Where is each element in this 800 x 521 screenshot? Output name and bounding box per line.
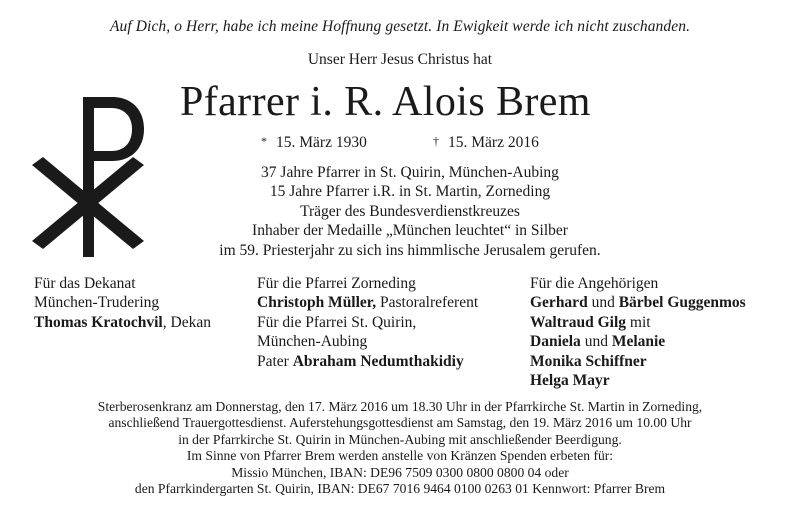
mourner-name: Abraham Nedumthakidiy	[292, 352, 464, 370]
mourners-pfarreien	[257, 274, 478, 371]
bio-line: im 59. Priesterjahr zu sich ins himmlische Jerusalem gerufen.	[219, 241, 601, 259]
mourner-name: Helga Mayr	[530, 372, 610, 390]
mourner-name: Daniela	[530, 333, 581, 351]
bio-line: 37 Jahre Pfarrer in St. Quirin, München-Aubing	[261, 164, 559, 181]
mourner-name: Thomas Kratochvil	[34, 313, 163, 331]
mourner-name: Christoph Müller,	[257, 294, 377, 312]
mourner-name: Gerhard	[530, 294, 588, 312]
dagger-icon: †	[433, 134, 439, 148]
intro-line: Unser Herr Jesus Christus hat	[307, 51, 493, 68]
mourner-name: Bärbel Guggenmos	[618, 294, 746, 312]
bio-line: 15 Jahre Pfarrer i.R. in St. Martin, Zorneding	[269, 183, 551, 201]
conjunction: und	[587, 294, 619, 312]
conjunction: mit	[626, 313, 651, 331]
mourner-line: Für die Pfarrei St. Quirin,	[257, 313, 417, 331]
chi-rho-icon	[28, 93, 146, 261]
mourner-line	[530, 352, 746, 371]
mourner-line	[530, 332, 746, 351]
star-icon: *	[261, 134, 267, 148]
footer-line: den Pfarrkindergarten St. Quirin, IBAN: DE67 7016 9464 0100 0263 01 Kennwort: Pfarrer Brem	[134, 481, 666, 497]
footer-line: anschließend Trauergottesdienst. Auferstehungsgottesdienst am Samstag, den 19. März 2016 um 10.00 Uhr	[108, 415, 692, 431]
mourner-line: München-Trudering	[34, 294, 160, 312]
mourners-family	[530, 274, 746, 390]
birth-date-text: 15. März 1930	[276, 134, 367, 151]
mourner-line: München-Aubing	[257, 333, 368, 351]
mourner-line	[257, 293, 478, 312]
mourner-line: Für die Pfarrei Zorneding	[257, 275, 416, 292]
mourner-line	[530, 293, 746, 312]
death-date-text: 15. März 2016	[448, 134, 539, 151]
mourner-line	[257, 352, 478, 371]
mourner-line: Für das Dekanat	[34, 275, 136, 292]
mourner-role: Pastoralreferent	[376, 294, 479, 312]
mourner-role: , Dekan	[162, 313, 211, 331]
birth-date	[261, 134, 367, 152]
mourner-line	[530, 371, 746, 390]
footer-line: Im Sinne von Pfarrer Brem werden anstelle von Kränzen Spenden erbeten für:	[186, 448, 614, 464]
mourners-dekanat	[34, 274, 211, 332]
bio-line: Inhaber der Medaille „München leuchtet“ in Silber	[252, 222, 568, 240]
footer-line: Sterberosenkranz am Donnerstag, den 17. März 2016 um 18.30 Uhr in der Pfarrkirche St. Martin in Zorneding,	[97, 399, 703, 414]
conjunction: und	[580, 333, 612, 351]
mourner-line	[530, 313, 746, 332]
psalm-quote: Auf Dich, o Herr, habe ich meine Hoffnung gesetzt. In Ewigkeit werde ich nicht zuschanden.	[109, 18, 691, 35]
mourner-name: Monika Schiffner	[530, 352, 647, 370]
mourner-title: Pater	[257, 352, 293, 370]
mourner-line: Für die Angehörigen	[530, 275, 659, 292]
deceased-name: Pfarrer i. R. Alois Brem	[180, 79, 591, 125]
mourner-name: Melanie	[611, 333, 666, 351]
service-info	[0, 399, 800, 497]
death-date	[433, 134, 539, 152]
bio-line: Träger des Bundesverdienstkreuzes	[300, 202, 520, 220]
mourner-line	[34, 313, 211, 332]
footer-line: Missio München, IBAN: DE96 7509 0300 0800 0800 04 oder	[231, 464, 569, 480]
footer-line: in der Pfarrkirche St. Quirin in München-Aubing mit anschließender Beerdigung.	[178, 431, 622, 447]
mourner-name: Waltraud Gilg	[530, 313, 627, 331]
biography	[180, 163, 640, 260]
